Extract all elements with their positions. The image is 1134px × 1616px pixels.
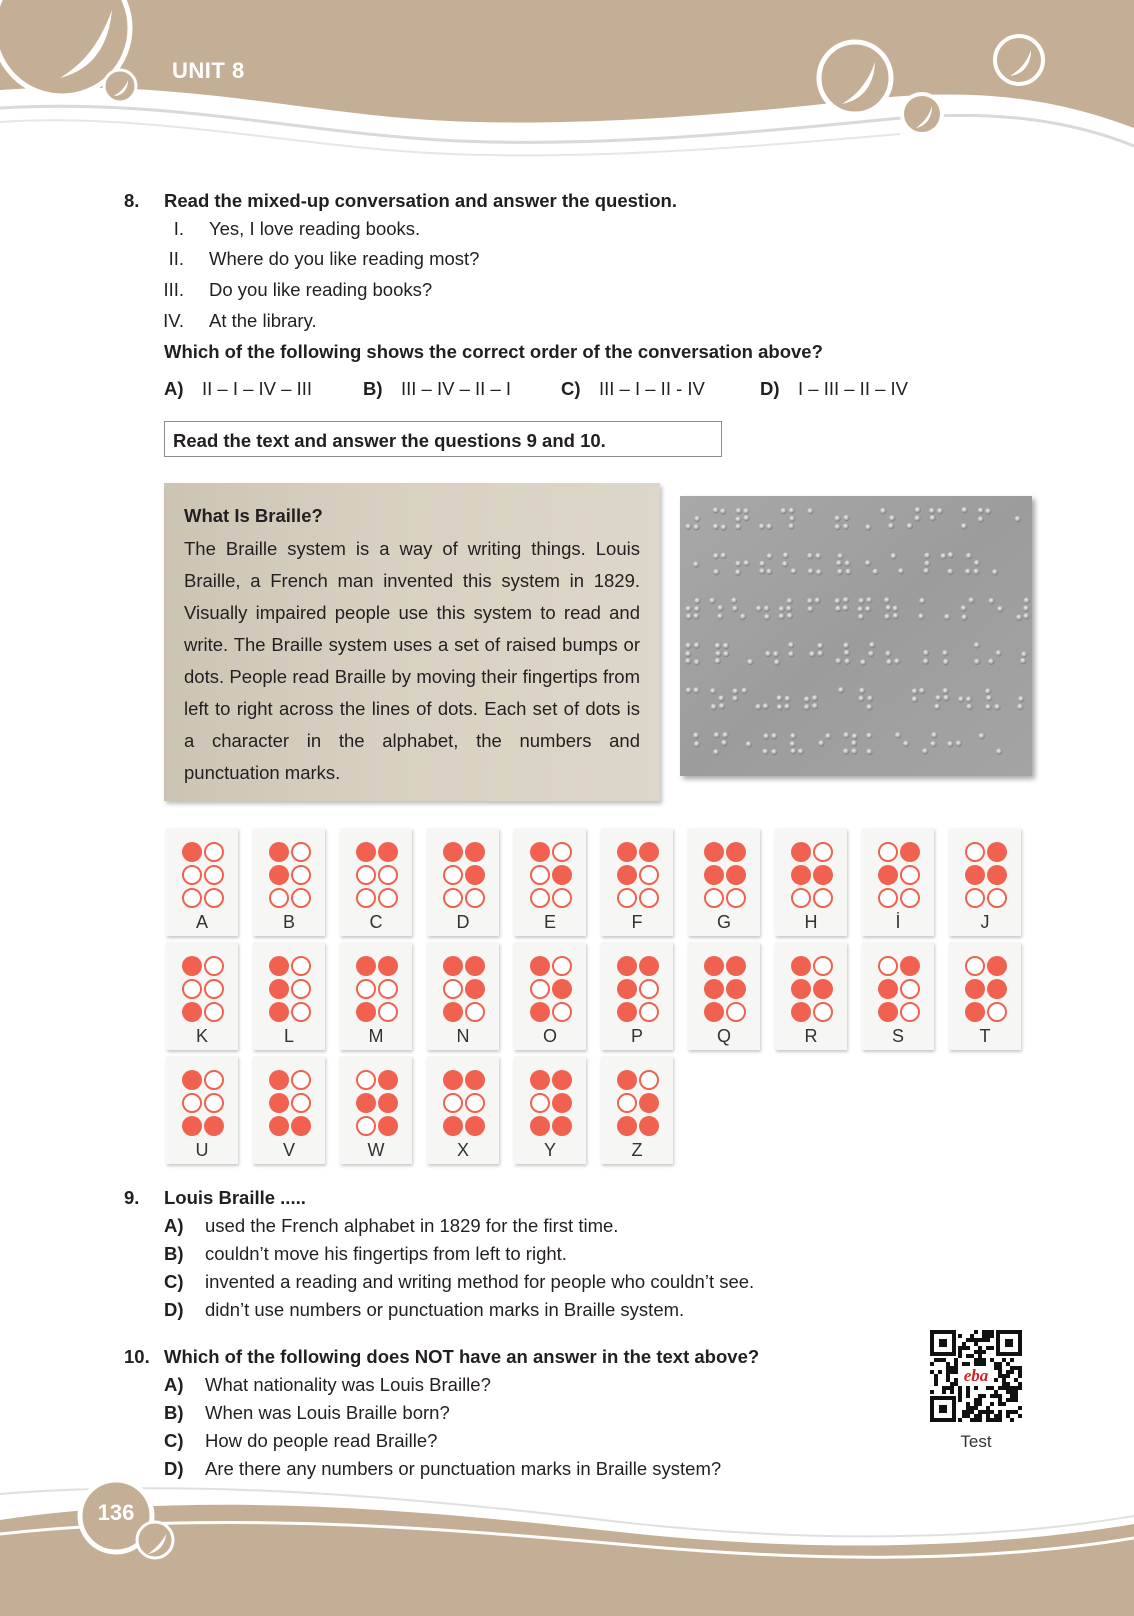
braille-card [340, 942, 412, 1050]
bubble-icon [137, 1522, 173, 1558]
braille-card [514, 942, 586, 1050]
braille-card [862, 828, 934, 936]
q10-option-c[interactable] [164, 1430, 184, 1452]
braille-card [688, 828, 760, 936]
braille-dot-raised [704, 956, 724, 976]
braille-card [949, 942, 1021, 1050]
braille-dot-empty [530, 865, 550, 885]
braille-dot-raised [182, 842, 202, 862]
braille-card [427, 942, 499, 1050]
braille-card [427, 828, 499, 936]
braille-dot-empty [356, 888, 376, 908]
braille-dot-raised [726, 956, 746, 976]
braille-dot-raised [617, 865, 637, 885]
braille-dot-raised [639, 1116, 659, 1136]
roman-numeral: IV. [163, 310, 184, 331]
option-text: II – I – IV – III [201, 378, 313, 399]
braille-dot-empty [378, 865, 398, 885]
braille-card [514, 828, 586, 936]
braille-dot-raised [465, 979, 485, 999]
braille-dot-raised [269, 1070, 289, 1090]
q8-option-b[interactable] [363, 378, 511, 400]
conversation-line: Do you like reading books? [209, 279, 433, 300]
braille-letter: X [456, 1140, 469, 1160]
roman-numeral: II. [168, 248, 184, 269]
braille-card [166, 828, 238, 936]
braille-dot-raised [791, 865, 811, 885]
braille-dot-empty [291, 1093, 311, 1113]
braille-dot-raised [791, 979, 811, 999]
braille-dot-raised [791, 956, 811, 976]
braille-dot-raised [378, 1070, 398, 1090]
braille-dot-empty [813, 842, 833, 862]
braille-letter: P [630, 1026, 643, 1046]
braille-dot-raised [900, 842, 920, 862]
braille-dot-empty [878, 842, 898, 862]
braille-card [514, 1056, 586, 1164]
qr-caption: Test [960, 1432, 992, 1451]
braille-dot-empty [182, 865, 202, 885]
braille-letter: F [631, 912, 643, 932]
braille-dot-empty [900, 1002, 920, 1022]
braille-dot-raised [639, 1093, 659, 1113]
braille-dot-raised [378, 956, 398, 976]
braille-dot-empty [878, 956, 898, 976]
option-label: D) [760, 378, 780, 399]
braille-dot-raised [356, 956, 376, 976]
braille-dot-raised [378, 1116, 398, 1136]
braille-card [862, 942, 934, 1050]
braille-dot-raised [813, 979, 833, 999]
option-label: B) [363, 378, 383, 399]
braille-dot-raised [617, 1070, 637, 1090]
bubble-icon [819, 42, 891, 114]
braille-dot-raised [530, 1116, 550, 1136]
braille-dot-empty [269, 888, 289, 908]
braille-letter: M [368, 1026, 384, 1046]
braille-dot-empty [726, 1002, 746, 1022]
braille-dot-raised [552, 979, 572, 999]
braille-dot-empty [965, 956, 985, 976]
bubble-icon [104, 70, 136, 102]
q10-option-b[interactable] [164, 1402, 184, 1424]
braille-dot-raised [204, 1116, 224, 1136]
braille-dot-raised [617, 979, 637, 999]
braille-letter: S [891, 1026, 904, 1046]
braille-dot-raised [269, 1093, 289, 1113]
braille-letter: C [369, 912, 383, 932]
braille-card [340, 1056, 412, 1164]
braille-dot-raised [356, 1002, 376, 1022]
braille-dot-raised [530, 842, 550, 862]
option-text: Are there any numbers or punctuation marks in Braille system? [205, 1458, 722, 1479]
braille-dot-empty [552, 842, 572, 862]
braille-dot-empty [182, 1093, 202, 1113]
braille-dot-raised [443, 1070, 463, 1090]
option-label: D) [164, 1458, 184, 1479]
q9-option-d[interactable] [164, 1299, 184, 1321]
braille-dot-raised [617, 842, 637, 862]
braille-dot-raised [552, 1116, 572, 1136]
braille-dot-raised [269, 956, 289, 976]
braille-dot-raised [878, 865, 898, 885]
braille-dot-raised [617, 956, 637, 976]
braille-dot-empty [291, 865, 311, 885]
braille-dot-raised [291, 1116, 311, 1136]
braille-card [775, 942, 847, 1050]
q8-question: Which of the following shows the correct order of the conversation above? [164, 341, 823, 362]
braille-dot-raised [356, 1093, 376, 1113]
braille-dot-empty [552, 956, 572, 976]
braille-dot-raised [878, 979, 898, 999]
braille-dot-empty [356, 1116, 376, 1136]
option-text: How do people read Braille? [205, 1430, 438, 1451]
option-label: C) [164, 1430, 184, 1451]
braille-dot-empty [552, 1002, 572, 1022]
braille-dot-raised [704, 979, 724, 999]
braille-dot-raised [639, 956, 659, 976]
q8-option-d[interactable] [760, 378, 908, 400]
option-label: C) [561, 378, 581, 399]
braille-dot-raised [965, 865, 985, 885]
braille-dot-empty [465, 1093, 485, 1113]
braille-card [253, 828, 325, 936]
braille-card [166, 1056, 238, 1164]
braille-dot-raised [443, 842, 463, 862]
option-label: D) [164, 1299, 184, 1320]
q9-prompt: Louis Braille ..... [164, 1187, 306, 1208]
braille-letter: B [282, 912, 295, 932]
braille-dot-empty [356, 865, 376, 885]
braille-dot-raised [269, 979, 289, 999]
q9-option-b[interactable] [164, 1243, 184, 1265]
braille-dot-empty [291, 1002, 311, 1022]
unit-title: UNIT 8 [172, 58, 245, 83]
braille-letter: J [980, 912, 990, 932]
q9-number: 9. [124, 1187, 140, 1208]
braille-card [166, 942, 238, 1050]
braille-letter: V [282, 1140, 295, 1160]
option-text: I – III – II – IV [797, 378, 909, 399]
braille-dot-raised [269, 1002, 289, 1022]
braille-dot-raised [791, 842, 811, 862]
braille-letter: R [804, 1026, 818, 1046]
option-label: A) [164, 378, 184, 399]
roman-numeral: I. [173, 218, 184, 239]
q10-number: 10. [124, 1346, 150, 1367]
braille-card [427, 1056, 499, 1164]
braille-dot-empty [182, 979, 202, 999]
braille-card [340, 828, 412, 936]
braille-dot-raised [530, 1070, 550, 1090]
braille-dot-empty [204, 888, 224, 908]
braille-dot-raised [987, 956, 1007, 976]
qr-logo: eba [963, 1366, 989, 1385]
braille-dot-empty [617, 888, 637, 908]
braille-dot-empty [813, 956, 833, 976]
braille-dot-raised [378, 1093, 398, 1113]
q8-option-a[interactable] [164, 378, 312, 400]
braille-dot-raised [443, 956, 463, 976]
braille-dot-empty [813, 1002, 833, 1022]
braille-dot-raised [530, 956, 550, 976]
braille-dot-empty [965, 842, 985, 862]
braille-dot-empty [965, 888, 985, 908]
braille-dot-raised [639, 842, 659, 862]
option-text: When was Louis Braille born? [205, 1402, 450, 1423]
braille-letter: N [456, 1026, 470, 1046]
braille-dot-empty [356, 979, 376, 999]
q10-option-d[interactable] [164, 1458, 184, 1480]
braille-letter: W [367, 1140, 385, 1160]
braille-letter: Z [631, 1140, 643, 1160]
braille-letter: L [283, 1026, 294, 1046]
braille-dot-raised [987, 979, 1007, 999]
braille-dot-raised [726, 979, 746, 999]
braille-dot-empty [443, 888, 463, 908]
braille-dot-raised [182, 1070, 202, 1090]
braille-card [601, 942, 673, 1050]
braille-dot-raised [182, 956, 202, 976]
braille-dot-raised [465, 1116, 485, 1136]
option-text: didn’t use numbers or punctuation marks in Braille system. [205, 1299, 685, 1320]
header-band [0, 0, 1134, 170]
braille-dot-raised [269, 865, 289, 885]
braille-letter: O [542, 1026, 557, 1046]
option-label: C) [164, 1271, 184, 1292]
braille-card [775, 828, 847, 936]
braille-dot-raised [704, 842, 724, 862]
conversation-line: Where do you like reading most? [209, 248, 480, 269]
braille-dot-empty [291, 842, 311, 862]
q10-option-a[interactable] [164, 1374, 184, 1396]
braille-dot-empty [204, 956, 224, 976]
braille-dot-empty [356, 1070, 376, 1090]
braille-card [253, 1056, 325, 1164]
option-text: III – I – II - IV [598, 378, 705, 399]
braille-dot-raised [878, 1002, 898, 1022]
braille-dot-empty [813, 888, 833, 908]
option-label: B) [164, 1243, 184, 1264]
braille-dot-empty [987, 1002, 1007, 1022]
braille-dot-raised [378, 842, 398, 862]
braille-dot-empty [552, 888, 572, 908]
footer-band [0, 1480, 1134, 1616]
braille-dot-raised [965, 979, 985, 999]
braille-dot-empty [378, 1002, 398, 1022]
braille-dot-raised [552, 1093, 572, 1113]
braille-dot-empty [900, 979, 920, 999]
qr-code[interactable] [930, 1330, 1022, 1422]
braille-dot-raised [530, 1002, 550, 1022]
braille-dot-empty [639, 979, 659, 999]
braille-dot-raised [552, 1070, 572, 1090]
braille-dot-raised [900, 956, 920, 976]
braille-dot-raised [617, 1002, 637, 1022]
braille-dot-empty [443, 979, 463, 999]
braille-letter: Y [543, 1140, 556, 1160]
braille-dot-raised [465, 956, 485, 976]
braille-dot-empty [182, 888, 202, 908]
braille-letter: G [716, 912, 731, 932]
braille-dot-raised [704, 1002, 724, 1022]
braille-dot-empty [530, 1093, 550, 1113]
braille-dot-raised [813, 865, 833, 885]
bubble-icon [902, 94, 942, 134]
braille-dot-raised [465, 1070, 485, 1090]
option-label: A) [164, 1215, 184, 1236]
braille-dot-empty [639, 1070, 659, 1090]
braille-dot-empty [900, 888, 920, 908]
braille-dot-raised [465, 842, 485, 862]
braille-photo [680, 496, 1032, 776]
braille-dot-raised [965, 1002, 985, 1022]
conversation-line: Yes, I love reading books. [209, 218, 421, 239]
braille-letter: E [543, 912, 556, 932]
q8-option-c[interactable] [561, 378, 705, 400]
reading-body: The Braille system is a way of writing things. Louis Braille, a French man invented this system in 1829. Visually impaired people use this system to read and write. The Braille system uses a set of raised bumps or dots. People read Braille by moving their fingertips from left to right across the lines of dots. Each set of dots is a character in the alphabet, the numbers and punctuation marks. [184, 538, 640, 783]
q9-option-c[interactable] [164, 1271, 184, 1293]
braille-letter: K [195, 1026, 208, 1046]
braille-card [253, 942, 325, 1050]
braille-dot-empty [204, 842, 224, 862]
braille-dot-empty [639, 1002, 659, 1022]
braille-dot-raised [443, 1116, 463, 1136]
braille-card [688, 942, 760, 1050]
braille-dot-raised [443, 1002, 463, 1022]
braille-dot-empty [204, 1070, 224, 1090]
braille-dot-empty [878, 888, 898, 908]
option-text: couldn’t move his fingertips from left to right. [205, 1243, 567, 1264]
braille-dot-raised [269, 842, 289, 862]
braille-dot-raised [269, 1116, 289, 1136]
braille-letter: D [456, 912, 470, 932]
q10-prompt: Which of the following does NOT have an answer in the text above? [164, 1346, 760, 1367]
option-text: invented a reading and writing method for people who couldn’t see. [205, 1271, 755, 1292]
option-text: What nationality was Louis Braille? [205, 1374, 491, 1395]
reading-title: What Is Braille? [184, 505, 323, 526]
conversation-line: At the library. [209, 310, 317, 331]
braille-dot-empty [617, 1093, 637, 1113]
q9-option-a[interactable] [164, 1215, 184, 1237]
braille-dot-raised [356, 842, 376, 862]
braille-dot-raised [182, 1002, 202, 1022]
braille-dot-empty [204, 865, 224, 885]
roman-numeral: III. [163, 279, 184, 300]
braille-letter: U [195, 1140, 209, 1160]
braille-dot-empty [443, 865, 463, 885]
braille-dot-empty [291, 888, 311, 908]
bubble-icon [995, 36, 1043, 84]
braille-card [601, 828, 673, 936]
braille-dot-empty [726, 888, 746, 908]
braille-dot-empty [987, 888, 1007, 908]
braille-dot-empty [204, 1093, 224, 1113]
braille-dot-raised [791, 1002, 811, 1022]
q8-prompt: Read the mixed-up conversation and answer the question. [164, 190, 677, 211]
page-number: 136 [97, 1500, 135, 1525]
braille-dot-empty [291, 1070, 311, 1090]
braille-letter: T [979, 1026, 991, 1046]
braille-letter: Q [716, 1026, 731, 1046]
braille-card [601, 1056, 673, 1164]
braille-dot-empty [900, 865, 920, 885]
braille-card [949, 828, 1021, 936]
braille-letter: İ [895, 912, 901, 932]
braille-dot-empty [465, 1002, 485, 1022]
braille-dot-raised [987, 842, 1007, 862]
braille-dot-empty [639, 865, 659, 885]
braille-dot-empty [704, 888, 724, 908]
braille-dot-empty [530, 888, 550, 908]
option-label: B) [164, 1402, 184, 1423]
braille-dot-empty [204, 979, 224, 999]
braille-letter: A [195, 912, 208, 932]
braille-dot-raised [726, 842, 746, 862]
braille-dot-raised [182, 1116, 202, 1136]
instruction-box: Read the text and answer the questions 9 and 10. [164, 421, 722, 457]
braille-letter: H [804, 912, 818, 932]
braille-dot-empty [530, 979, 550, 999]
braille-dot-raised [726, 865, 746, 885]
braille-dot-empty [291, 979, 311, 999]
braille-dot-empty [443, 1093, 463, 1113]
braille-dot-empty [204, 1002, 224, 1022]
braille-dot-empty [291, 956, 311, 976]
option-label: A) [164, 1374, 184, 1395]
braille-dot-raised [465, 865, 485, 885]
braille-dot-empty [378, 888, 398, 908]
braille-dot-empty [791, 888, 811, 908]
braille-dot-raised [617, 1116, 637, 1136]
option-text: III – IV – II – I [400, 378, 512, 399]
braille-dot-raised [552, 865, 572, 885]
braille-dot-empty [378, 979, 398, 999]
braille-dot-raised [704, 865, 724, 885]
braille-dot-empty [465, 888, 485, 908]
braille-dot-raised [987, 865, 1007, 885]
braille-dot-empty [639, 888, 659, 908]
option-text: used the French alphabet in 1829 for the first time. [205, 1215, 619, 1236]
reading-box [164, 483, 660, 801]
q8-number: 8. [124, 190, 140, 211]
